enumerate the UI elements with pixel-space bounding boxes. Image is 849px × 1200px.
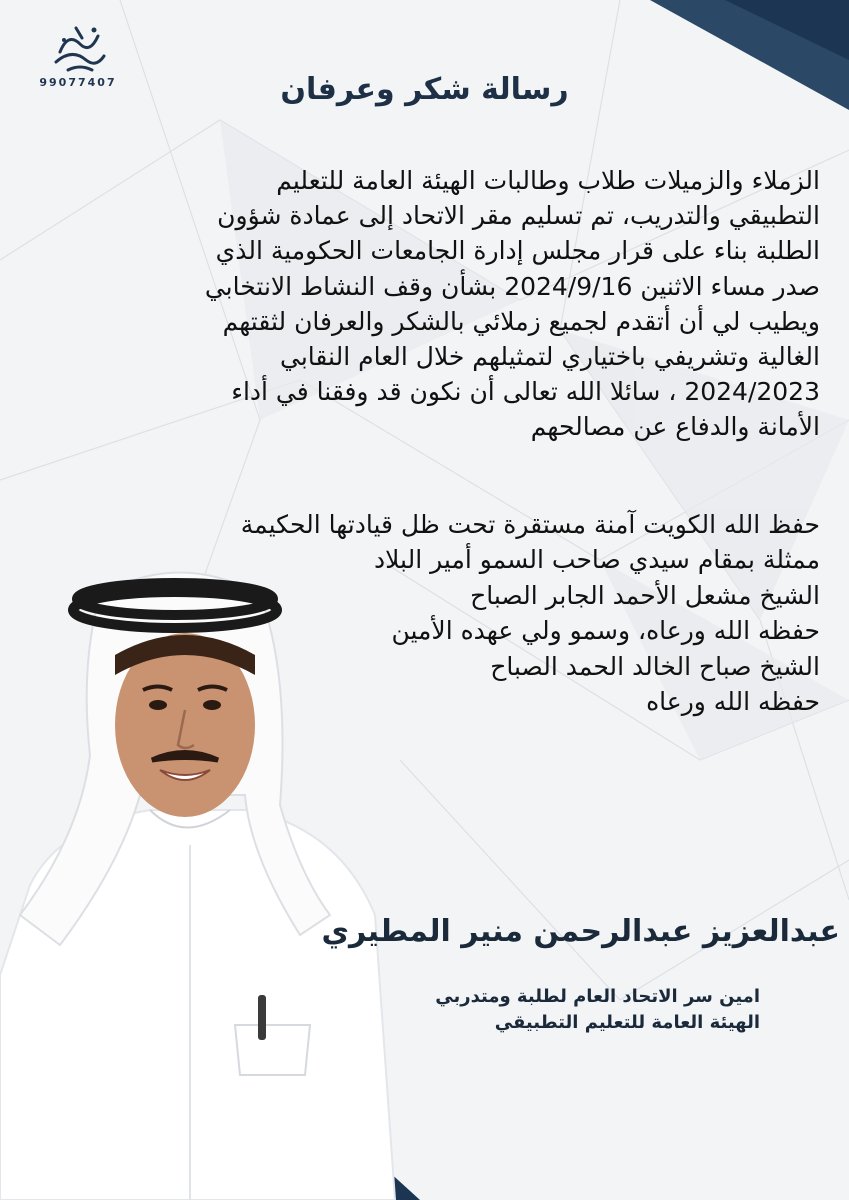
letter-line: الغالية وتشريفي باختياري لتمثيلهم خلال العام النقابي [280, 342, 820, 372]
logo-phone-number: 99077407 [39, 76, 117, 89]
letter-line: الزملاء والزميلات طلاب وطالبات الهيئة العامة للتعليم [276, 166, 820, 195]
prayer-line: حفظه الله ورعاه، وسمو ولي عهده الأمين [391, 616, 820, 646]
brand-logo [28, 22, 128, 89]
letter-line: 2024/2023 ، سائلا الله تعالى أن نكون قد وفقنا في أداء [231, 377, 820, 407]
letter-line: التطبيقي والتدريب، تم تسليم مقر الاتحاد إلى عمادة شؤون [217, 201, 820, 231]
letter-line: صدر مساء الاثنين 2024/9/16 بشأن وقف النشاط الانتخابي [204, 271, 820, 301]
letter-line: الأمانة والدفاع عن مصالحهم [530, 412, 820, 442]
prayer-line: حفظه الله ورعاه [646, 687, 820, 717]
prayer-line: حفظ الله الكويت آمنة مستقرة تحت ظل قيادتها الحكيمة [240, 510, 820, 539]
prayer-line: الشيخ صباح الخالد الحمد الصباح [490, 651, 820, 681]
letter-body [115, 163, 820, 445]
page-title: رسالة شكر وعرفان [280, 72, 569, 107]
top-right-corner-shape [630, 0, 849, 120]
calligraphy-logo-icon [46, 22, 110, 74]
signer-role-line: امين سر الاتحاد العام لطلبة ومتدربي [435, 986, 760, 1007]
signer-role-line: الهيئة العامة للتعليم التطبيقي [494, 1012, 760, 1033]
prayer-line: ممثلة بمقام سيدي صاحب السمو أمير البلاد [374, 545, 820, 575]
signer-role [360, 984, 760, 1036]
signer-name: عبدالعزيز عبدالرحمن منير المطيري [321, 914, 840, 949]
signer-portrait [0, 555, 400, 1200]
prayer-line: الشيخ مشعل الأحمد الجابر الصباح [470, 580, 820, 610]
letter-line: ويطيب لي أن أتقدم لجميع زملائي بالشكر والعرفان لثقتهم [222, 306, 820, 336]
letter-line: الطلبة بناء على قرار مجلس إدارة الجامعات الحكومية الذي [215, 236, 820, 266]
